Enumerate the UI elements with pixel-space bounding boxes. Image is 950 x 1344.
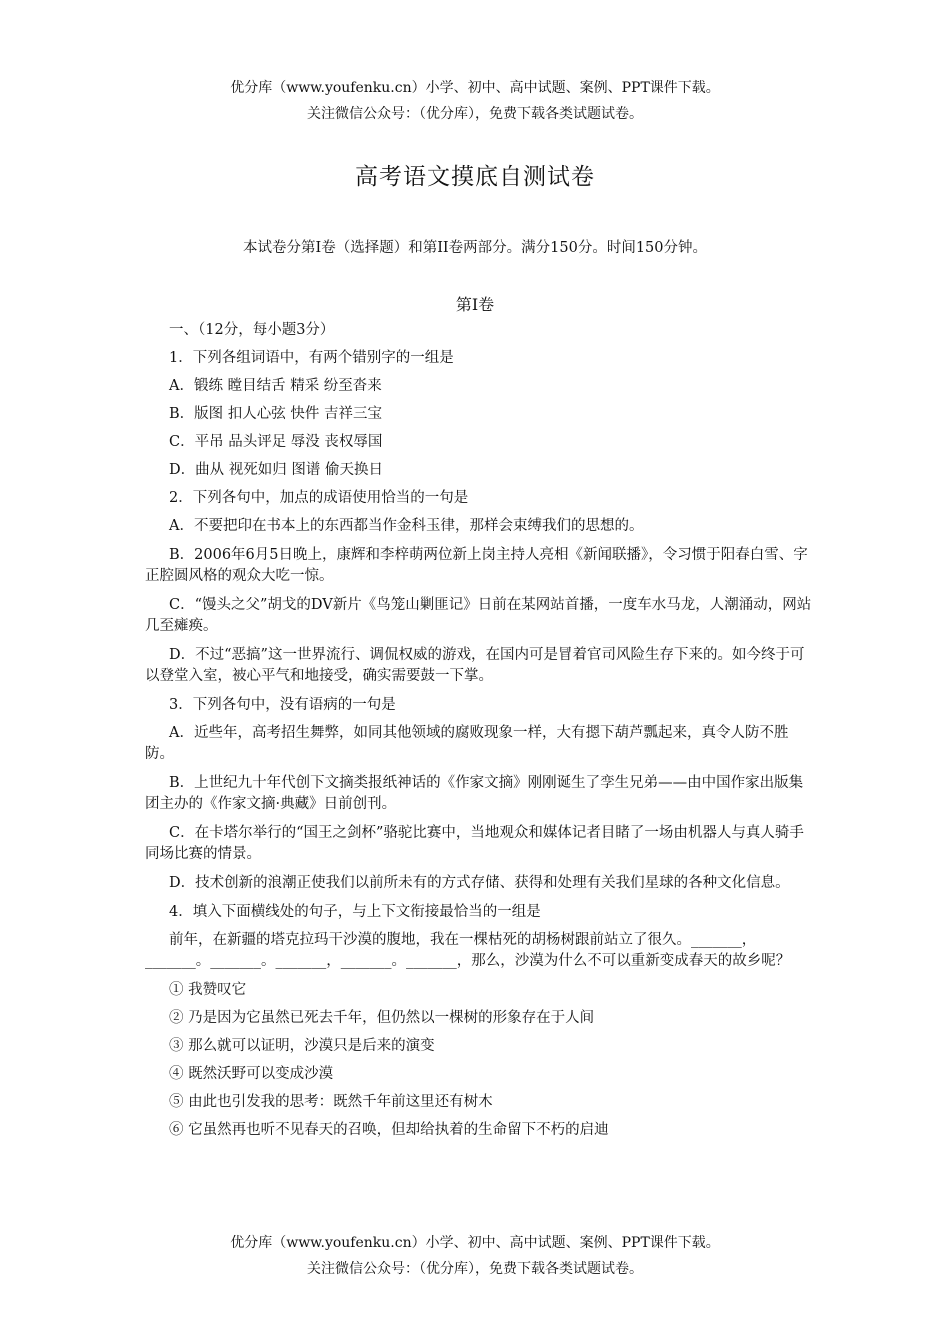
document-body [145,320,815,1148]
question-4-option-5: ⑤ 由此也引发我的思考：既然千年前这里还有树木 [169,1094,493,1110]
part-one-heading: 一、（12分，每小题3分） [169,322,335,338]
question-4-passage: 前年，在新疆的塔克拉玛干沙漠的腹地，我在一棵枯死的胡杨树跟前站立了很久。_______，_______。_______。_______，_______。_______，那么，沙漠为什么不可以重新变成春天的故乡呢？ [145,932,791,969]
header-line-1: 优分库（www.youfenku.cn）小学、初中、高中试题、案例、PPT课件下载。 [230,80,720,96]
question-3-option-a: A．近些年，高考招生舞弊，如同其他领域的腐败现象一样，大有摁下葫芦瓢起来，真令人防不胜防。 [145,725,789,762]
exam-intro: 本试卷分第I卷（选择题）和第II卷两部分。满分150分。时间150分钟。 [242,240,708,256]
header-line-2: 关注微信公众号：（优分库），免费下载各类试题试卷。 [307,106,643,122]
footer-line-1: 优分库（www.youfenku.cn）小学、初中、高中试题、案例、PPT课件下载。 [230,1235,720,1251]
question-2-option-b: B．2006年6月5日晚上，康辉和李梓萌两位新上岗主持人亮相《新闻联播》，令习惯于阳春白雪、字正腔圆风格的观众大吃一惊。 [145,547,808,584]
document-title: 高考语文摸底自测试卷 [355,164,595,190]
question-4-option-4: ④ 既然沃野可以变成沙漠 [169,1066,334,1082]
question-4-option-1: ① 我赞叹它 [169,982,247,998]
question-4-option-2: ② 乃是因为它虽然已死去千年，但仍然以一棵树的形象存在于人间 [169,1010,595,1026]
footer-line-2: 关注微信公众号：（优分库），免费下载各类试题试卷。 [307,1261,643,1277]
question-3-option-d: D．技术创新的浪潮正使我们以前所未有的方式存储、获得和处理有关我们星球的各种文化信息。 [169,875,790,891]
question-1-option-c: C．平吊 品头评足 辱没 丧权辱国 [169,434,383,450]
question-2-option-a: A．不要把印在书本上的东西都当作金科玉律，那样会束缚我们的思想的。 [169,518,644,534]
question-3-stem: 3．下列各句中，没有语病的一句是 [169,697,396,713]
question-2-stem: 2．下列各句中，加点的成语使用恰当的一句是 [169,490,469,506]
question-4-option-6: ⑥ 它虽然再也听不见春天的召唤，但却给执着的生命留下不朽的启迪 [169,1122,609,1138]
question-1-option-b: B．版图 扣人心弦 快件 吉祥三宝 [169,406,382,422]
question-1-option-d: D．曲从 视死如归 图谱 偷天换日 [169,462,383,478]
question-4-option-3: ③ 那么就可以证明，沙漠只是后来的演变 [169,1038,435,1054]
section-heading: 第I卷 [455,295,495,314]
question-2-option-d: D．不过“恶搞”这一世界流行、调侃权威的游戏，在国内可是冒着官司风险生存下来的。如今终于可以登堂入室，被心平气和地接受，确实需要鼓一下掌。 [145,647,805,684]
question-3-option-b: B．上世纪九十年代创下文摘类报纸神话的《作家文摘》刚刚诞生了孪生兄弟——由中国作家出版集团主办的《作家文摘·典藏》日前创刊。 [145,775,804,812]
question-3-option-c: C．在卡塔尔举行的“国王之剑杯”骆驼比赛中，当地观众和媒体记者目睹了一场由机器人与真人骑手同场比赛的情景。 [145,825,804,862]
page-footer [0,1230,950,1282]
question-1-option-a: A．锻练 瞠目结舌 精采 纷至沓来 [169,378,382,394]
page-header [0,75,950,127]
question-4-stem: 4．填入下面横线处的句子，与上下文衔接最恰当的一组是 [169,904,541,920]
question-1-stem: 1．下列各组词语中，有两个错别字的一组是 [169,350,454,366]
question-2-option-c: C．“馒头之父”胡戈的DV新片《鸟笼山剿匪记》日前在某网站首播，一度车水马龙，人潮涌动，网站几至瘫痪。 [145,597,812,634]
